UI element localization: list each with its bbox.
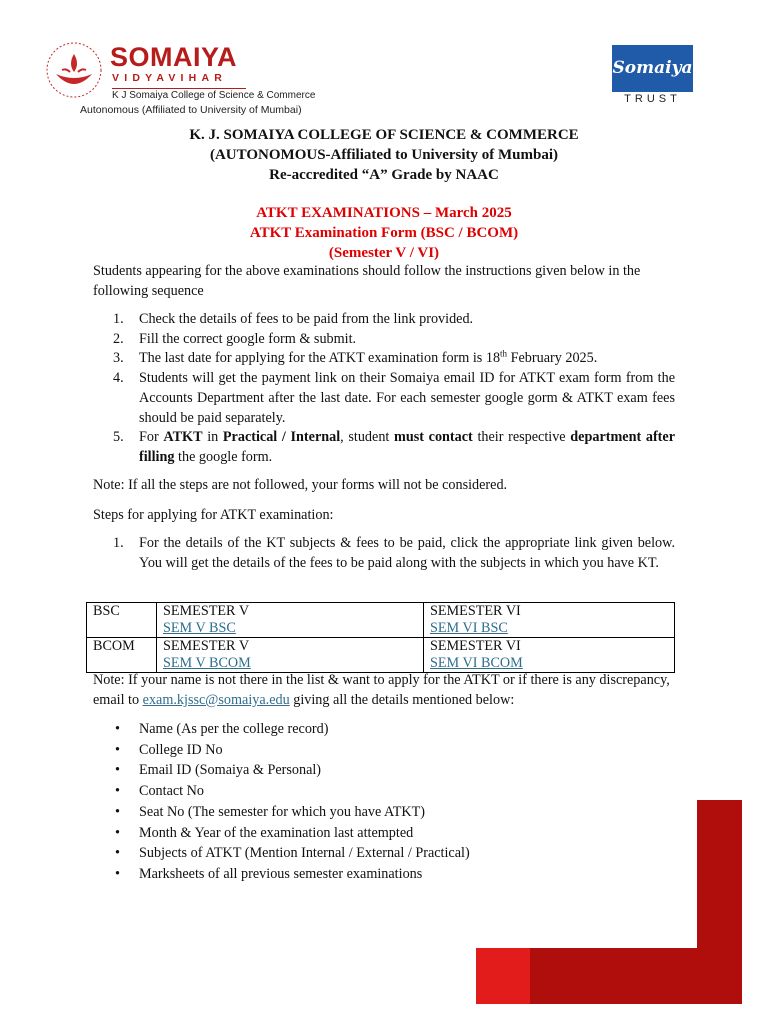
instruction-text-part: February 2025. xyxy=(507,350,598,367)
list-item: • Month & Year of the examination last attempted xyxy=(93,823,675,844)
note-discrepancy-text: giving all the details mentioned below: xyxy=(289,691,515,708)
instruction-text-part: in xyxy=(202,429,223,446)
ordinal-suffix: th xyxy=(500,348,508,359)
sem-v-bcom-link[interactable]: SEM V BCOM xyxy=(163,655,251,671)
instruction-text-part: , student xyxy=(340,429,395,446)
decorative-red-block-light xyxy=(476,948,530,1004)
instruction-text-bold: must contact xyxy=(394,429,473,446)
instruction-number: 3. xyxy=(113,350,124,367)
brand-autonomous-line: Autonomous (Affiliated to University of Mumbai) xyxy=(80,104,302,116)
brand-subname: VIDYAVIHAR xyxy=(112,72,228,84)
trust-logo-mark: Somaiya xyxy=(612,45,693,92)
instruction-text: Students will get the payment link on their Somaiya email ID for ATKT exam form from the Accounts Department after the last date. For each semester google gorm & ATKT exam fees should be paid separately. xyxy=(139,370,675,426)
lamp-emblem-icon xyxy=(44,40,106,106)
kt-links-table xyxy=(86,602,675,673)
decorative-red-bar-vertical xyxy=(697,800,742,948)
note-discrepancy xyxy=(93,671,675,710)
step-text: For the details of the KT subjects & fees to be paid, click the appropriate link given below. You will get the details of the fees to be paid along with the subjects in which you have KT. xyxy=(139,535,675,571)
instruction-text xyxy=(139,429,675,465)
instruction-item xyxy=(93,330,675,350)
instruction-number: 2. xyxy=(113,330,124,347)
trust-label: TRUST xyxy=(624,93,681,105)
semester-cell xyxy=(157,638,424,673)
brand-divider xyxy=(112,88,246,89)
brand-name: SOMAIYA xyxy=(110,42,238,72)
semester-label: SEMESTER VI xyxy=(430,638,521,654)
somaiya-trust-logo xyxy=(612,45,693,106)
exam-email-link[interactable]: exam.kjssc@somaiya.edu xyxy=(142,691,290,708)
instruction-text-part: For xyxy=(139,429,164,446)
semester-cell xyxy=(424,638,675,673)
step-item xyxy=(93,534,675,573)
college-title-line1: K. J. SOMAIYA COLLEGE OF SCIENCE & COMMERCE xyxy=(189,127,579,143)
list-item: • Marksheets of all previous semester examinations xyxy=(93,864,675,885)
instruction-text xyxy=(139,350,597,366)
sem-vi-bcom-link[interactable]: SEM VI BCOM xyxy=(430,655,523,671)
instruction-text-part: The last date for applying for the ATKT examination form is 18 xyxy=(139,350,501,367)
instruction-text-part: their respective xyxy=(472,429,571,446)
exam-title-line1: ATKT EXAMINATIONS – March 2025 xyxy=(256,205,512,221)
semester-label: SEMESTER VI xyxy=(430,603,521,619)
instruction-item xyxy=(93,310,675,330)
instruction-text-bold: department after filling xyxy=(139,429,676,465)
course-cell: BSC xyxy=(87,603,157,638)
sem-v-bsc-link[interactable]: SEM V BSC xyxy=(163,620,236,636)
list-item: • Seat No (The semester for which you have ATKT) xyxy=(93,802,675,823)
table-row xyxy=(87,638,675,673)
exam-title xyxy=(0,203,768,263)
brand-college-line: K J Somaiya College of Science & Commerce xyxy=(112,90,316,101)
instruction-item xyxy=(93,349,675,369)
college-title-line3: Re-accredited “A” Grade by NAAC xyxy=(269,167,499,183)
list-item: • Email ID (Somaiya & Personal) xyxy=(93,760,675,781)
note-steps-warning: Note: If all the steps are not followed, your forms will not be considered. xyxy=(93,477,508,493)
list-item: • Subjects of ATKT (Mention Internal / External / Practical) xyxy=(93,843,675,864)
semester-cell xyxy=(157,603,424,638)
semester-cell xyxy=(424,603,675,638)
exam-title-line2: ATKT Examination Form (BSC / BCOM) xyxy=(249,225,519,241)
instruction-number: 1. xyxy=(113,311,124,327)
list-item: • College ID No xyxy=(93,740,675,761)
instruction-item xyxy=(93,428,675,467)
instruction-text: Check the details of fees to be paid from the link provided. xyxy=(139,311,474,327)
instruction-list xyxy=(93,310,675,468)
college-title-line2: (AUTONOMOUS-Affiliated to University of Mumbai) xyxy=(209,147,559,163)
somaiya-vidyavihar-logo xyxy=(44,40,364,120)
instruction-number: 5. xyxy=(113,429,124,446)
exam-title-line3: (Semester V / VI) xyxy=(328,245,440,261)
steps-heading: Steps for applying for ATKT examination: xyxy=(93,507,334,523)
instruction-text: Fill the correct google form & submit. xyxy=(139,330,357,347)
sem-vi-bsc-link[interactable]: SEM VI BSC xyxy=(430,620,508,636)
instruction-text-part: the google form. xyxy=(174,448,273,465)
list-item: • Name (As per the college record) xyxy=(93,719,675,740)
intro-paragraph: Students appearing for the above examinations should follow the instructions given below in the following sequence xyxy=(93,263,641,299)
instruction-number: 4. xyxy=(113,370,124,387)
semester-label: SEMESTER V xyxy=(163,603,250,619)
course-cell: BCOM xyxy=(87,638,157,673)
step-number: 1. xyxy=(113,535,124,551)
instruction-text-bold: ATKT xyxy=(163,429,203,446)
note-discrepancy-text: Note: If your name is not there in the list & want to apply for the ATKT or if there is any discrepancy, email to xyxy=(93,672,670,708)
instruction-item xyxy=(93,369,675,428)
required-details-list xyxy=(93,719,675,885)
list-item: • Contact No xyxy=(93,781,675,802)
college-title xyxy=(0,125,768,185)
semester-label: SEMESTER V xyxy=(163,638,250,654)
decorative-red-block-dark xyxy=(530,948,742,1004)
steps-list xyxy=(93,534,675,573)
table-row xyxy=(87,603,675,638)
instruction-text-bold: Practical / Internal xyxy=(222,429,341,446)
